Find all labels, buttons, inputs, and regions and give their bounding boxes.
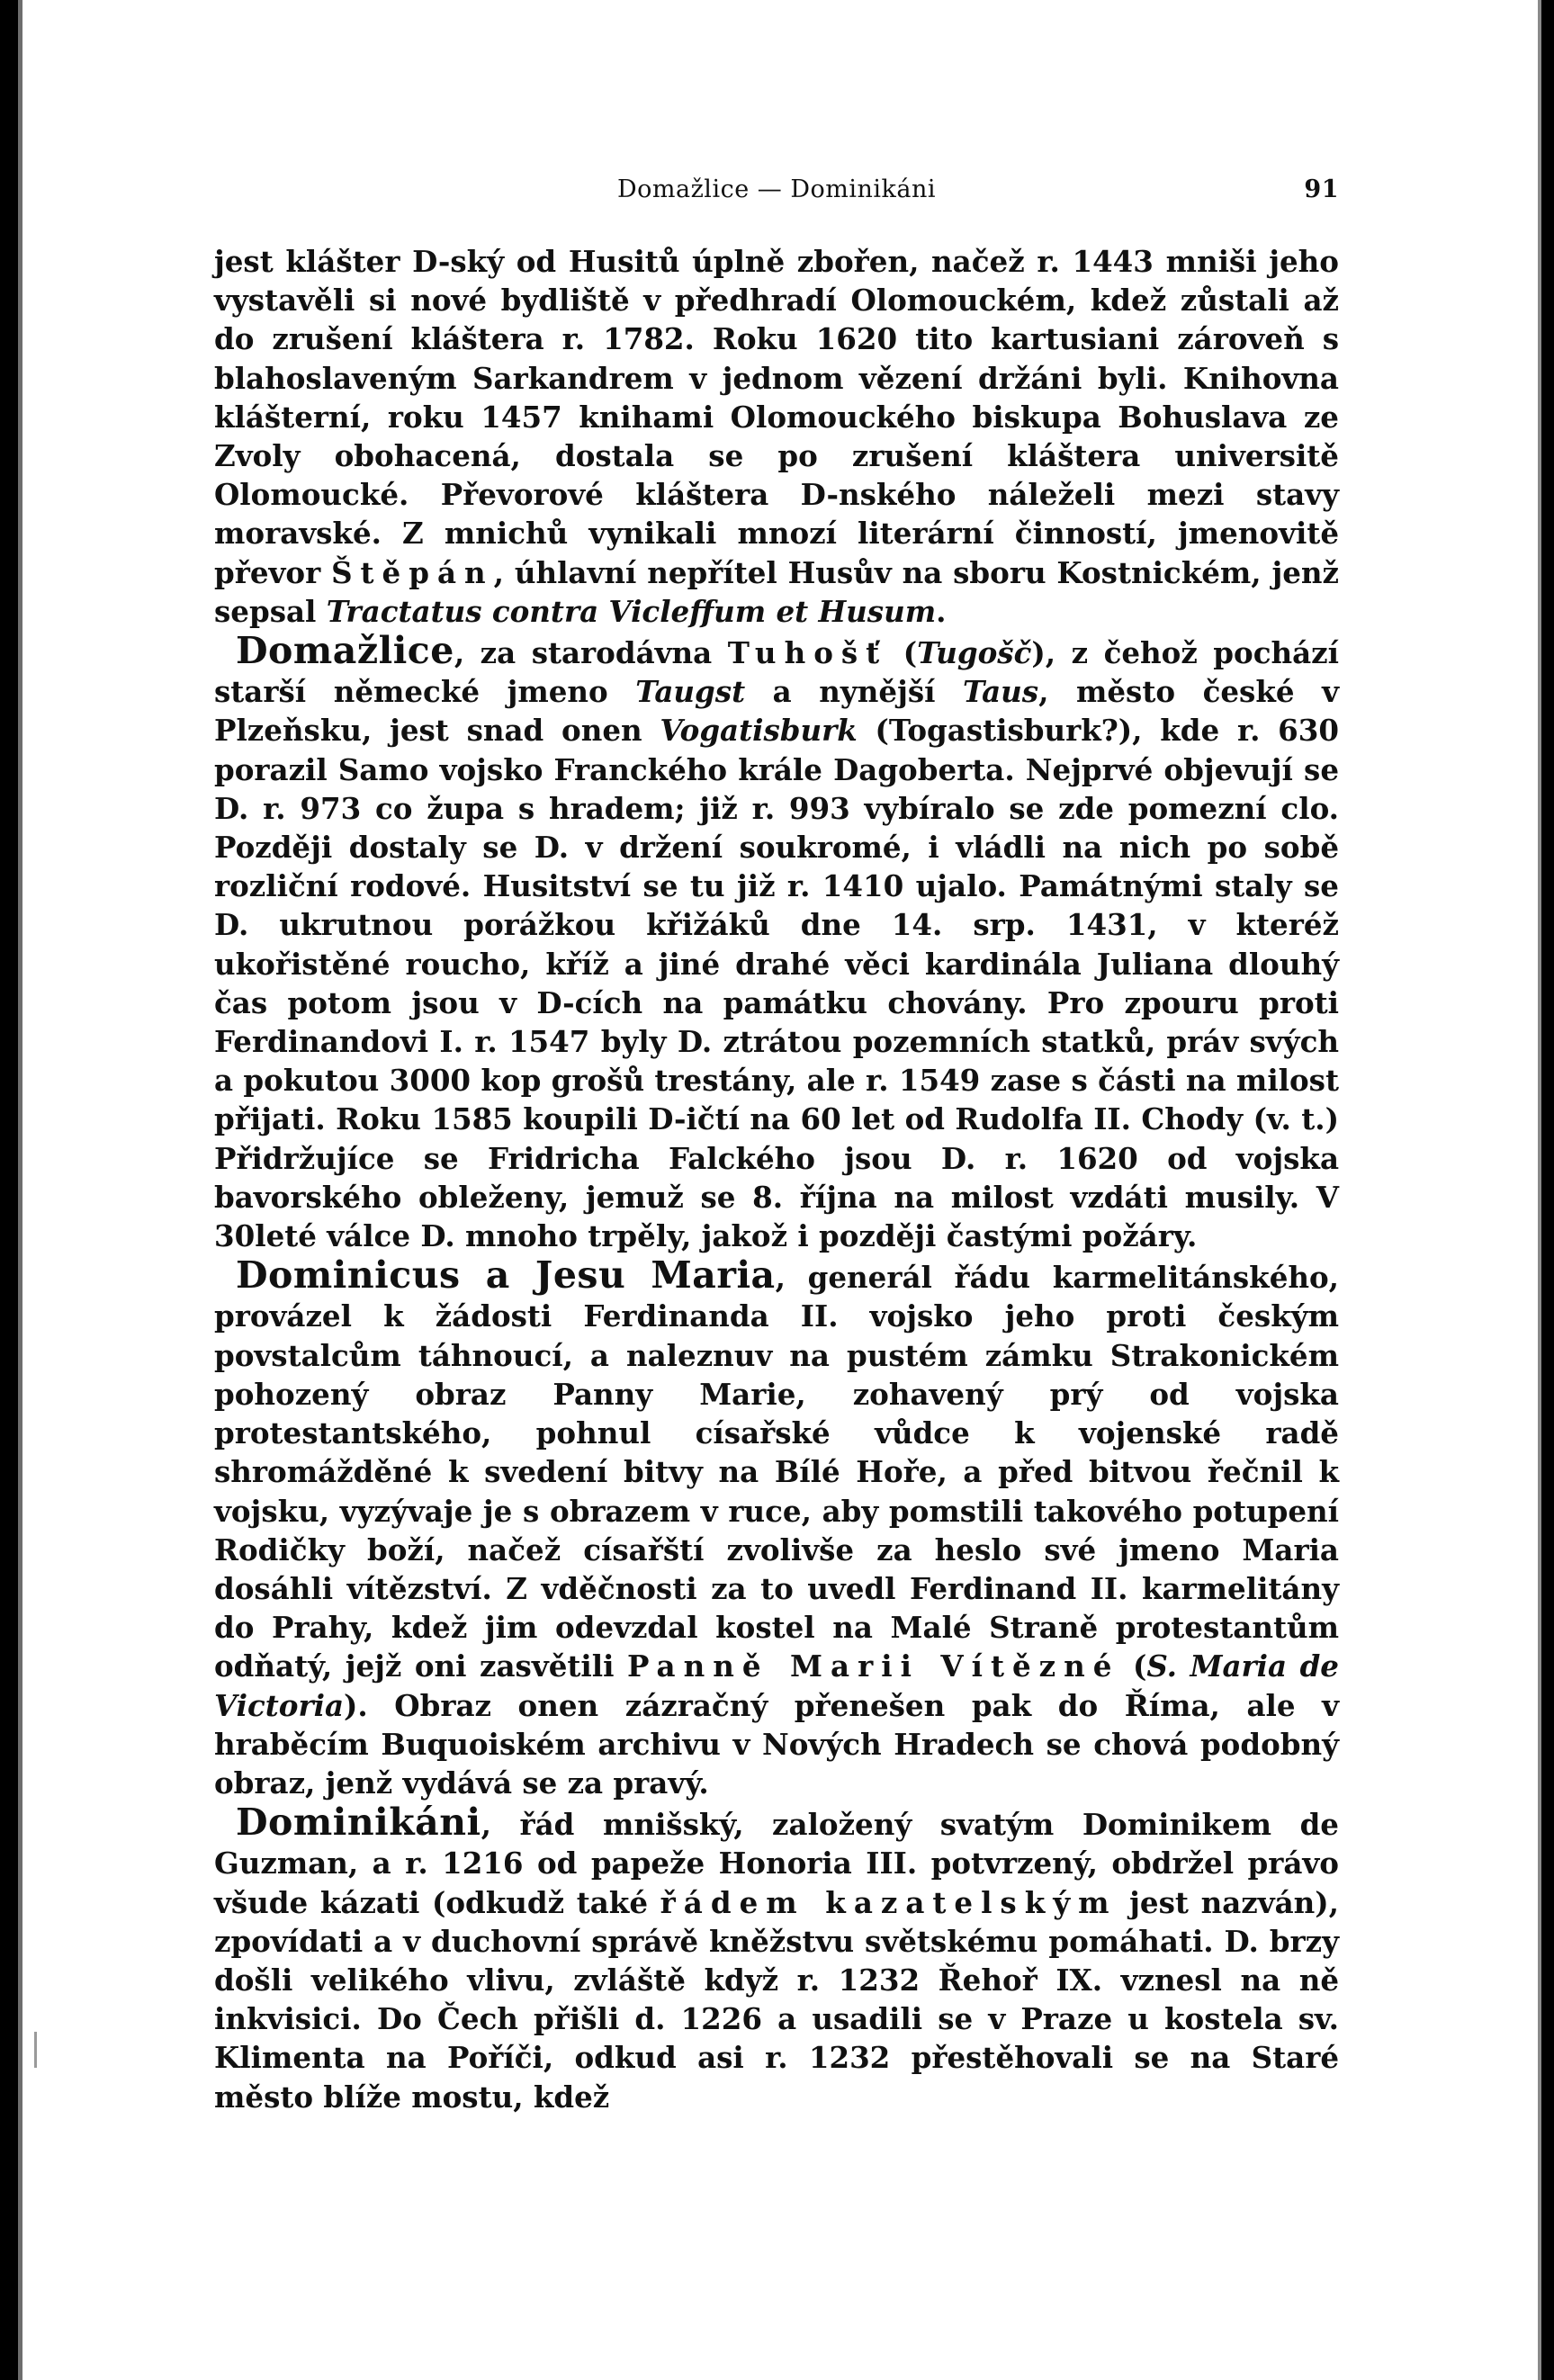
entry-headword: Dominikáni	[236, 1801, 481, 1845]
spaced-term: Tuhošť	[727, 635, 888, 671]
italic-term: S. Maria de Victoria	[214, 1648, 1339, 1723]
italic-term: Tractatus contra Vicleffum	[326, 593, 767, 629]
entry-dominicus	[214, 1253, 1339, 1802]
italic-term: Tugošč	[917, 635, 1032, 671]
italic-term: Vogatisburk	[660, 713, 858, 749]
entry-headword: Dominicus a Jesu Maria	[236, 1253, 776, 1298]
scan-border-left	[0, 0, 18, 2380]
italic-term: Taugst	[635, 674, 746, 710]
entry-text: , řád mnišský, založený svatým Dominikem de Guzman, a r. 1216 od papeže Honoria III. potvrzený, obdržel právo všude kázati (odkudž také řádem kazatelským jest nazván), zpovídati a v duchovní správě kněžstvu světskému pomáhati. D. brzy došli velikého vlivu, zvláště když r. 1232 Řehoř IX. vznesl na ně inkvisici. Do Čech přišli d. 1226 a usadili se v Praze u kostela sv. Klimenta na Poříči, odkud asi r. 1232 přestěhovali se na Staré město blíže mostu, kdež	[214, 1807, 1339, 2115]
entry-dominikani	[214, 1803, 1339, 2116]
italic-term: Taus	[963, 674, 1039, 710]
dictionary-text	[214, 242, 1339, 2116]
page-content	[214, 175, 1339, 2117]
italic-term: et Husum	[776, 593, 937, 629]
scan-border-right	[1541, 0, 1554, 2380]
spaced-term: řádem kazatelským	[660, 1884, 1118, 1920]
entry-text: jest klášter D-ský od Husitů úplně zbořen, načež r. 1443 mniši jeho vystavěli si nové bydliště v předhradí Olomouckém, kdež zůstali až do zrušení kláštera r. 1782. Roku 1620 tito kartusiani zároveň s blahoslaveným Sarkandrem v jednom vězení držáni byli. Knihovna klášterní, roku 1457 knihami Olomouckého biskupa Bohuslava ze Zvoly obohacená, dostala se po zrušení kláštera universitě Olomoucké. Převorové kláštera D-nského náleželi mezi stavy moravské. Z mnichů vynikali mnozí literární činností, jmenovitě převor Štěpán, úhlavní nepřítel Husův na sboru Kostnickém, jenž sepsal Tractatus contra Vicleffum et Husum.	[214, 244, 1339, 629]
entry-headword: Domažlice	[236, 629, 454, 673]
scan-border-left-edge	[18, 0, 22, 2380]
entry-continuation	[214, 242, 1339, 631]
page-number: 91	[1304, 175, 1339, 203]
entry-text: , za starodávna Tuhošť (Tugošč), z čehož pochází starší německé jmeno Taugst a nynější Taus, město české v Plzeňsku, jest snad onen Vogatisburk (Togastisburk?), kde r. 630 porazil Samo vojsko Franckého krále Dagoberta. Nejprvé objevují se D. r. 973 co župa s hradem; již r. 993 vybíralo se zde pomezní clo. Později dostaly se D. v držení soukromé, i vládli na nich po sobě rozliční rodové. Husitství se tu již r. 1410 ujalo. Památnými staly se D. ukrutnou porážkou křižáků dne 14. srp. 1431, v kteréž ukořistěné roucho, kříž a jiné drahé věci kardinála Juliana dlouhý čas potom jsou v D-cích na památku chovány. Pro zpouru proti Ferdinandovi I. r. 1547 byly D. ztrátou pozemních statků, práv svých a pokutou 3000 kop grošů trestány, ale r. 1549 zase s části na milost přijati. Roku 1585 koupili D-ičtí na 60 let od Rudolfa II. Chody (v. t.) Přidržujíce se Fridricha Falckého jsou D. r. 1620 od vojska bavorského obleženy, jemuž se 8. října na milost vzdáti musily. V 30leté válce D. mnoho trpěly, jakož i později častými požáry.	[214, 635, 1339, 1254]
running-head-title: Domažlice — Dominikáni	[616, 175, 936, 203]
entry-text: , generál řádu karmelitánského, provázel k žádosti Ferdinanda II. vojsko jeho proti českým povstalcům táhnoucí, a naleznuv na pustém zámku Strakonickém pohozený obraz Panny Marie, zohavený prý od vojska protestantského, pohnul císařské vůdce k vojenské radě shromážděné k svedení bitvy na Bílé Hoře, a před bitvou řečnil k vojsku, vyzývaje je s obrazem v ruce, aby pomstili takového potupení Rodičky boží, načež císařští zvolivše za heslo své jmeno Maria dosáhli vítězství. Z vděčnosti za to uvedl Ferdinand II. karmelitány do Prahy, kdež jim odevzdal kostel na Malé Straně protestantům odňatý, jejž oni zasvětili Panně Marii Vítězné (S. Maria de Victoria). Obraz onen zázračný přenešen pak do Říma, ale v hraběcím Buquoiském archivu v Nových Hradech se chová podobný obraz, jenž vydává se za pravý.	[214, 1260, 1339, 1801]
spaced-term: Štěpán	[331, 554, 494, 590]
entry-domazlice	[214, 629, 1339, 1255]
scan-speck	[34, 2032, 37, 2068]
running-head	[214, 175, 1339, 211]
spaced-term: Panně Marii Vítězné	[626, 1648, 1120, 1684]
